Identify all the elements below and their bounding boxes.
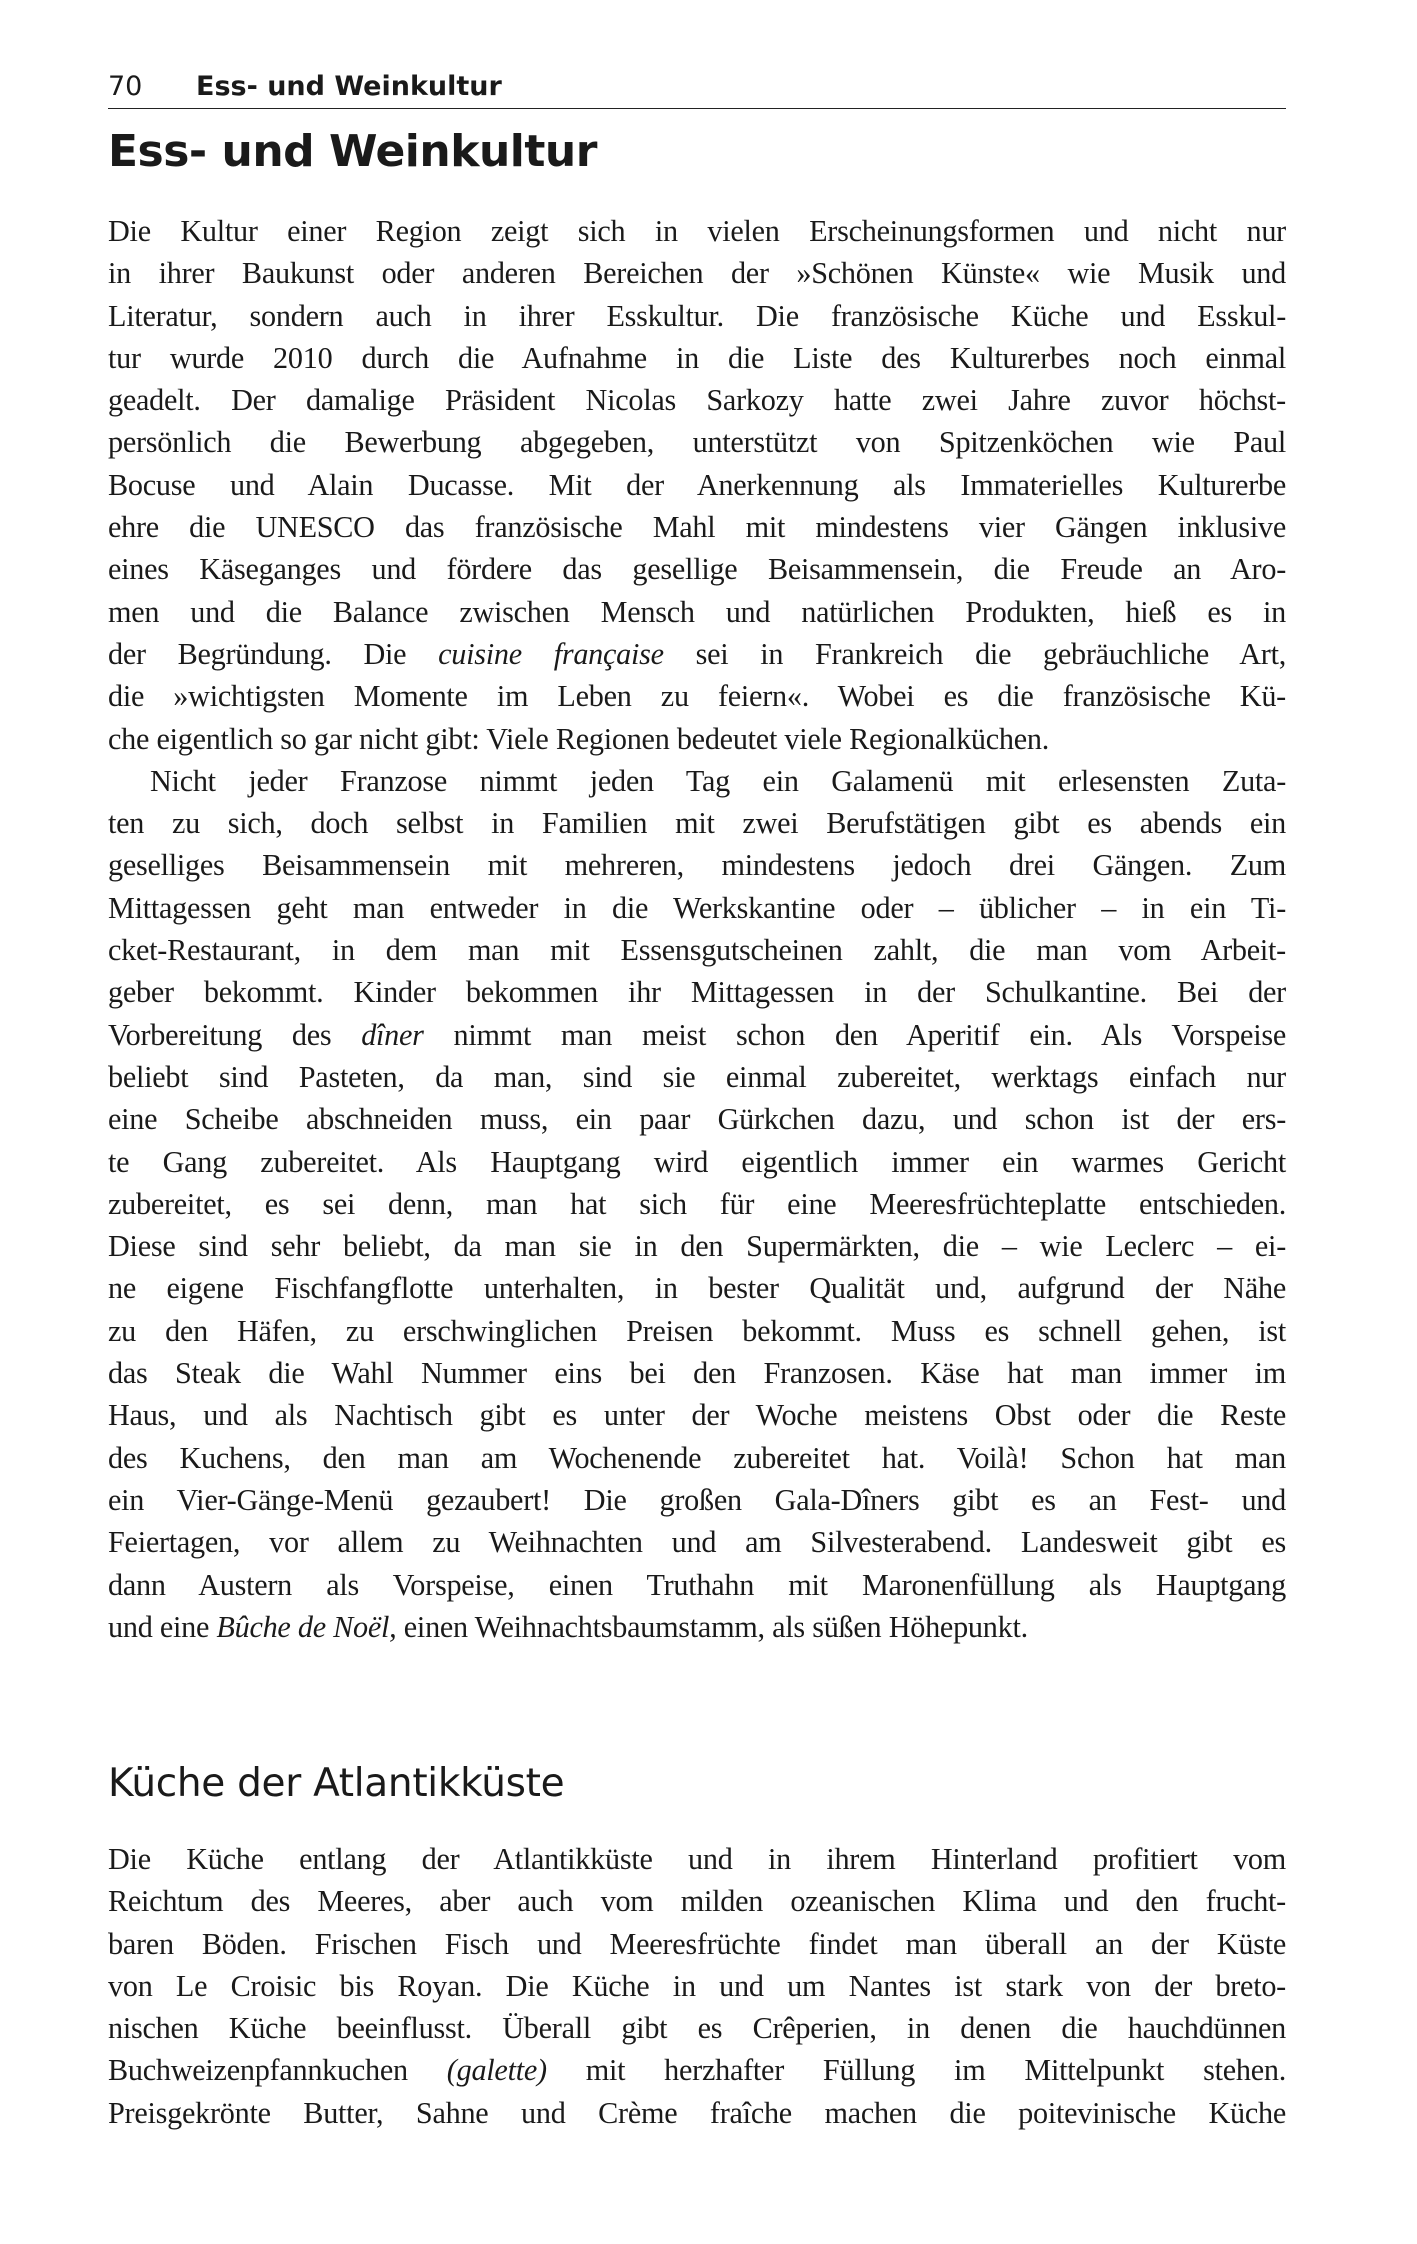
text-line: das Steak die Wahl Nummer eins bei den Franzosen. Käse hat man immer im — [108, 1356, 1286, 1391]
text-fragment: und eine — [108, 1609, 217, 1644]
text-line: eine Scheibe abschneiden muss, ein paar Gürkchen dazu, und schon ist der ers- — [108, 1102, 1286, 1137]
chapter-body — [108, 210, 1286, 1648]
text-line: Reichtum des Meeres, aber auch vom milden ozeanischen Klima und den frucht- — [108, 1884, 1286, 1919]
text-fragment: einen Weihnachtsbaumstamm, als süßen Höhepunkt. — [396, 1609, 1028, 1644]
text-line: zubereitet, es sei denn, man hat sich für eine Meeresfrüchteplatte entschieden. — [108, 1186, 1286, 1221]
text-line: Haus, und als Nachtisch gibt es unter der Woche meistens Obst oder die Reste — [108, 1398, 1286, 1433]
text-line: geber bekommt. Kinder bekommen ihr Mittagessen in der Schulkantine. Bei der — [108, 975, 1286, 1010]
text-line: che eigentlich so gar nicht gibt: Viele Regionen bedeutet viele Regionalküchen. — [108, 721, 1050, 756]
text-line: ehre die UNESCO das französische Mahl mit mindestens vier Gängen inklusive — [108, 510, 1286, 545]
text-line: cket-Restaurant, in dem man mit Essensgutscheinen zahlt, die man vom Arbeit- — [108, 933, 1286, 968]
text-line: Bocuse und Alain Ducasse. Mit der Anerkennung als Immaterielles Kulturerbe — [108, 467, 1286, 502]
text-line: eines Käseganges und fördere das gesellige Beisammensein, die Freude an Aro- — [108, 552, 1286, 587]
text-line: men und die Balance zwischen Mensch und natürlichen Produkten, hieß es in — [108, 594, 1286, 629]
text-line: von Le Croisic bis Royan. Die Küche in und um Nantes ist stark von der breto- — [108, 1968, 1286, 2003]
emphasis-term: cuisine française — [438, 636, 664, 671]
text-fragment: sei in Frankreich die gebräuchliche Art, — [663, 636, 1287, 671]
text-line: nischen Küche beeinflusst. Überall gibt es Crêperien, in denen die hauchdünnen — [108, 2011, 1286, 2046]
emphasis-term: Bûche de Noël, — [216, 1609, 397, 1644]
paragraph-intro — [108, 210, 1286, 760]
text-line: geadelt. Der damalige Präsident Nicolas Sarkozy hatte zwei Jahre zuvor höchst- — [108, 383, 1286, 418]
text-fragment: mit herzhafter Füllung im Mittelpunkt stehen. — [546, 2053, 1287, 2088]
running-title: Ess- und Weinkultur — [196, 71, 502, 102]
emphasis-term: (galette) — [446, 2053, 547, 2088]
text-line — [108, 633, 1286, 675]
text-line: ten zu sich, doch selbst in Familien mit zwei Berufstätigen gibt es abends ein — [108, 806, 1286, 841]
text-line: te Gang zubereitet. Als Hauptgang wird eigentlich immer ein warmes Gericht — [108, 1144, 1286, 1179]
text-line — [108, 1606, 1286, 1648]
text-fragment: nimmt man meist schon den Aperitif ein. Als Vorspeise — [423, 1017, 1286, 1052]
text-line: die »wichtigsten Momente im Leben zu feiern«. Wobei es die französische Kü- — [108, 679, 1286, 714]
section-body — [108, 1838, 1286, 2134]
text-line: dann Austern als Vorspeise, einen Truthahn mit Maronenfüllung als Hauptgang — [108, 1567, 1286, 1602]
text-line: ne eigene Fischfangflotte unterhalten, in bester Qualität und, aufgrund der Nähe — [108, 1271, 1286, 1306]
text-line: Diese sind sehr beliebt, da man sie in den Supermärkten, die – wie Leclerc – ei- — [108, 1229, 1286, 1264]
text-line: Mittagessen geht man entweder in die Werkskantine oder – üblicher – in ein Ti- — [108, 890, 1286, 925]
running-header — [108, 66, 1286, 109]
text-line: persönlich die Bewerbung abgegeben, unterstützt von Spitzenköchen wie Paul — [108, 425, 1286, 460]
emphasis-term: dîner — [361, 1017, 424, 1052]
text-line: in ihrer Baukunst oder anderen Bereichen der »Schönen Künste« wie Musik und — [108, 256, 1286, 291]
text-line: zu den Häfen, zu erschwinglichen Preisen bekommt. Muss es schnell gehen, ist — [108, 1313, 1286, 1348]
paragraph-atlantic-cuisine — [108, 1838, 1286, 2134]
text-line: Nicht jeder Franzose nimmt jeden Tag ein Galamenü mit erlesensten Zuta- — [150, 763, 1286, 798]
text-fragment: Vorbereitung des — [108, 1017, 362, 1052]
text-line: tur wurde 2010 durch die Aufnahme in die Liste des Kulturerbes noch einmal — [108, 340, 1286, 375]
text-line — [108, 2049, 1286, 2091]
section-title: Küche der Atlantikküste — [108, 1761, 565, 1806]
text-fragment: der Begründung. Die — [108, 636, 439, 671]
text-line — [108, 1014, 1286, 1056]
text-line: ein Vier-Gänge-Menü gezaubert! Die großen Gala-Dîners gibt es an Fest- und — [108, 1482, 1286, 1517]
text-line: beliebt sind Pasteten, da man, sind sie einmal zubereitet, werktags einfach nur — [108, 1059, 1286, 1094]
text-line: Feiertagen, vor allem zu Weihnachten und am Silvesterabend. Landesweit gibt es — [108, 1525, 1286, 1560]
text-line: Die Kultur einer Region zeigt sich in vielen Erscheinungsformen und nicht nur — [108, 214, 1286, 248]
text-line: Preisgekrönte Butter, Sahne und Crème fraîche machen die poitevinische Küche — [108, 2095, 1286, 2130]
page-number: 70 — [108, 71, 143, 102]
text-fragment: Buchweizenpfannkuchen — [108, 2053, 447, 2088]
text-line: Literatur, sondern auch in ihrer Esskultur. Die französische Küche und Esskul- — [108, 298, 1286, 333]
text-line: Die Küche entlang der Atlantikküste und in ihrem Hinterland profitiert vom — [108, 1842, 1286, 1876]
paragraph-daily-meals — [108, 760, 1286, 1648]
text-line: des Kuchens, den man am Wochenende zubereitet hat. Voilà! Schon hat man — [108, 1440, 1286, 1475]
text-line: baren Böden. Frischen Fisch und Meeresfrüchte findet man überall an der Küste — [108, 1926, 1286, 1961]
chapter-title: Ess- und Weinkultur — [108, 126, 597, 177]
text-line: geselliges Beisammensein mit mehreren, mindestens jedoch drei Gängen. Zum — [108, 848, 1286, 883]
